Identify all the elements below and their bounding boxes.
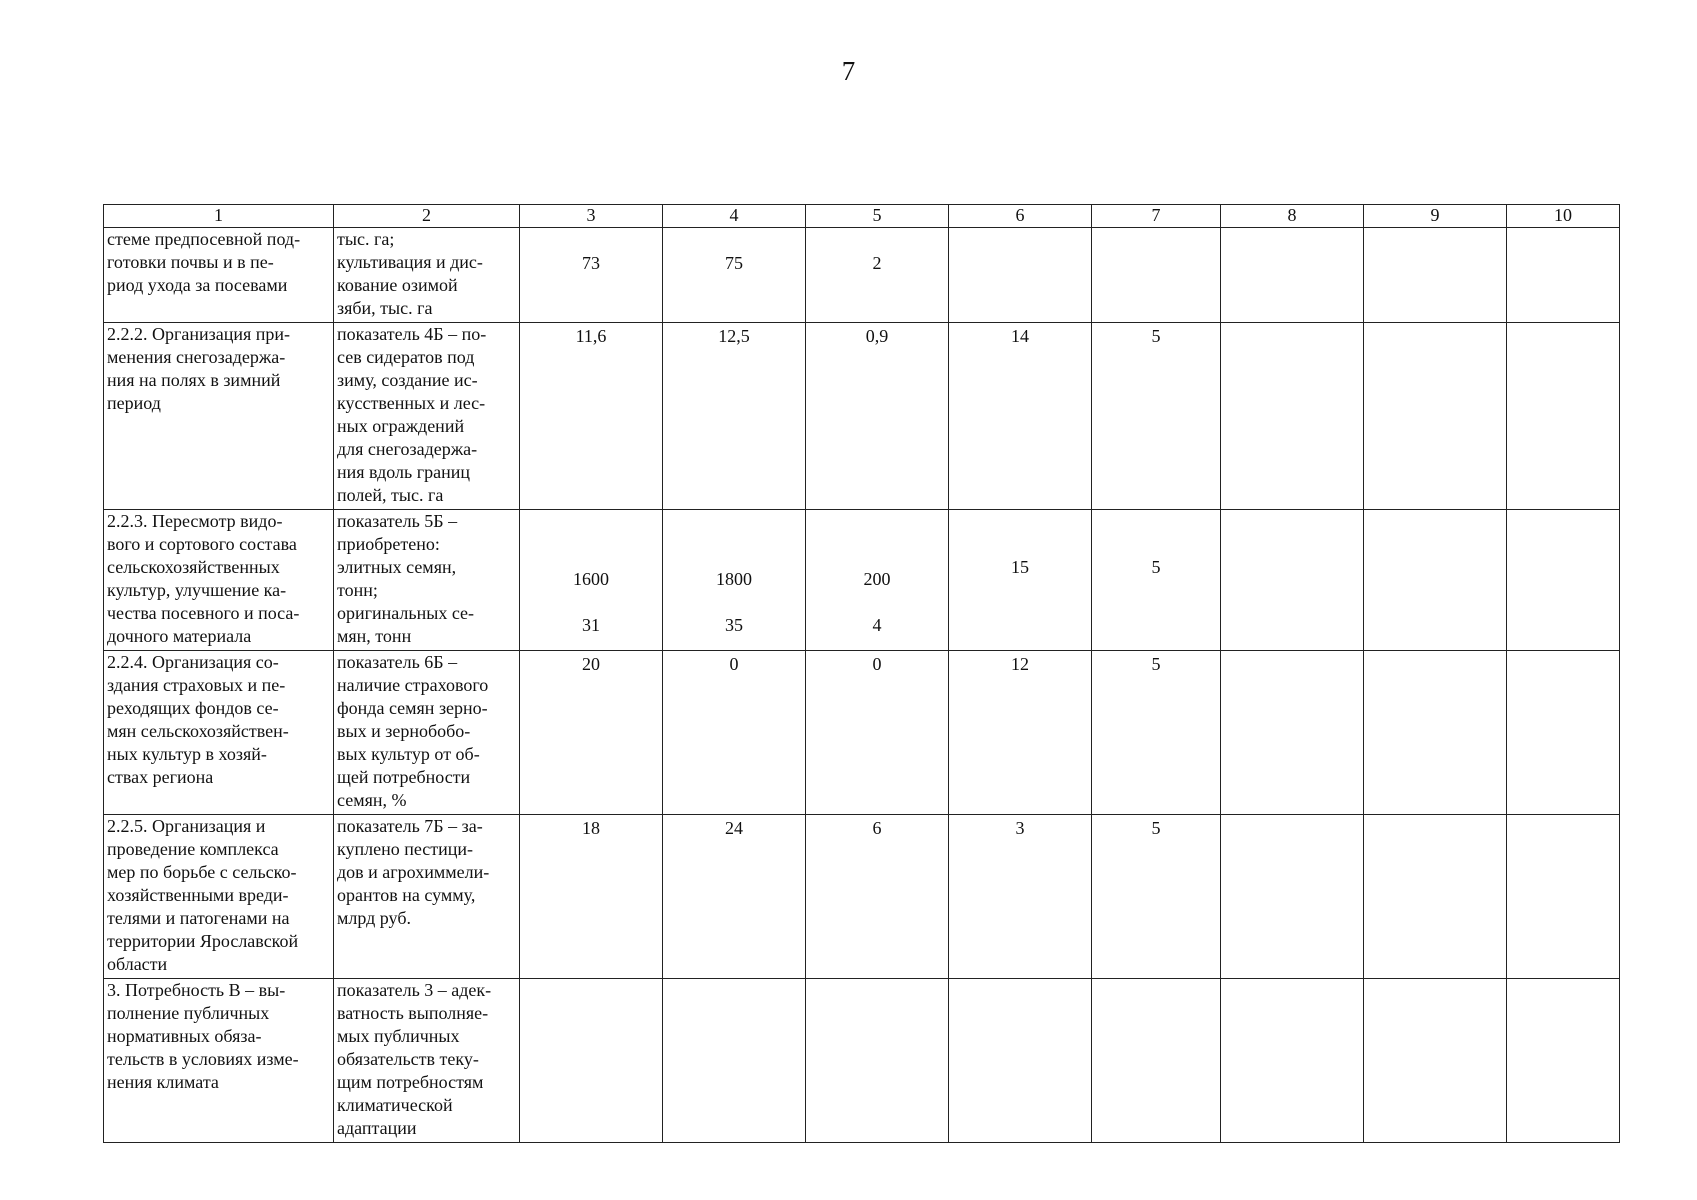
value-text: 2 (872, 253, 882, 273)
value-cell-10 (1507, 510, 1620, 651)
header-row (104, 205, 1620, 228)
value-text (952, 228, 1088, 252)
value-text: 6 (872, 818, 882, 838)
value-cell-4 (663, 979, 806, 1143)
value-text: 3 (1015, 818, 1025, 838)
value-cell-6 (949, 228, 1092, 323)
value-cell-9 (1364, 815, 1507, 979)
measure-cell: 2.2.3. Пересмотр видо- вого и сортового состава сельскохозяйственных культур, улучшение ка- чества посевного и поса- дочного материала (104, 510, 334, 651)
value-cell-7 (1092, 651, 1221, 815)
value-cell-10 (1507, 815, 1620, 979)
value-cell-9 (1364, 323, 1507, 510)
value-cell-3 (520, 323, 663, 510)
value-cell-9 (1364, 979, 1507, 1143)
value-cell-6 (949, 979, 1092, 1143)
value-cell-9 (1364, 651, 1507, 815)
indicator-cell: показатель 6Б – наличие страхового фонда семян зерно- вых и зернобобо- вых культур от об- щей потребности семян, % (334, 651, 520, 815)
value-text: 20 (582, 654, 600, 674)
value-text: 1800 35 (716, 569, 752, 635)
indicator-cell: тыс. га; культивация и дис- кование озимой зяби, тыс. га (334, 228, 520, 323)
value-cell-5 (806, 510, 949, 651)
value-cell-4 (663, 228, 806, 323)
value-cell-3 (520, 510, 663, 651)
value-text: 0 (729, 654, 739, 674)
value-text: 5 (1151, 818, 1161, 838)
value-cell-6 (949, 651, 1092, 815)
value-cell-5 (806, 979, 949, 1143)
indicator-cell: показатель 4Б – по- сев сидератов под зиму, создание ис- кусственных и лес- ных ограждений для снегозадержа- ния вдоль границ полей, тыс. га (334, 323, 520, 510)
value-text: 12 (1011, 654, 1029, 674)
table-row (104, 815, 1620, 979)
value-cell-9 (1364, 228, 1507, 323)
value-cell-8 (1221, 228, 1364, 323)
value-cell-10 (1507, 323, 1620, 510)
value-text: 12,5 (718, 326, 750, 346)
value-cell-4 (663, 510, 806, 651)
value-text: 0 (872, 654, 882, 674)
value-cell-7 (1092, 228, 1221, 323)
value-cell-8 (1221, 651, 1364, 815)
value-cell-3 (520, 228, 663, 323)
column-header-4: 4 (663, 205, 806, 228)
table-header (104, 205, 1620, 228)
value-text: 0,9 (865, 326, 889, 346)
value-text: 15 (1011, 557, 1029, 577)
indicator-cell: показатель 5Б – приобретено: элитных семян, тонн; оригинальных се- мян, тонн (334, 510, 520, 651)
page-number: 7 (841, 56, 856, 86)
value-text: 24 (725, 818, 743, 838)
measure-cell: 2.2.2. Организация при- менения снегозадержа- ния на полях в зимний период (104, 323, 334, 510)
value-cell-5 (806, 228, 949, 323)
column-header-10: 10 (1507, 205, 1620, 228)
value-text: 1600 31 (573, 569, 609, 635)
table-row (104, 228, 1620, 323)
column-header-1: 1 (104, 205, 334, 228)
column-header-6: 6 (949, 205, 1092, 228)
value-cell-6 (949, 510, 1092, 651)
value-cell-5 (806, 323, 949, 510)
table-row (104, 323, 1620, 510)
indicators-table (103, 204, 1620, 1143)
value-text (1095, 228, 1217, 252)
value-cell-10 (1507, 651, 1620, 815)
value-cell-7 (1092, 979, 1221, 1143)
value-text: 200 4 (863, 569, 891, 635)
value-cell-10 (1507, 979, 1620, 1143)
value-text: 5 (1151, 557, 1161, 577)
column-header-7: 7 (1092, 205, 1221, 228)
value-cell-8 (1221, 510, 1364, 651)
table-row (104, 510, 1620, 651)
value-cell-9 (1364, 510, 1507, 651)
value-text: 11,6 (575, 326, 607, 346)
column-header-2: 2 (334, 205, 520, 228)
value-cell-4 (663, 815, 806, 979)
value-cell-3 (520, 651, 663, 815)
value-cell-5 (806, 815, 949, 979)
indicator-cell: показатель 3 – адек- ватность выполняе- мых публичных обязательств теку- щим потребностям климатической адаптации (334, 979, 520, 1143)
value-cell-8 (1221, 979, 1364, 1143)
value-cell-3 (520, 815, 663, 979)
value-cell-4 (663, 651, 806, 815)
column-header-9: 9 (1364, 205, 1507, 228)
value-cell-5 (806, 651, 949, 815)
value-text: 75 (725, 253, 743, 273)
column-header-5: 5 (806, 205, 949, 228)
measure-cell: 3. Потребность В – вы- полнение публичных нормативных обяза- тельств в условиях изме- нения климата (104, 979, 334, 1143)
measure-cell: 2.2.4. Организация со- здания страховых и пе- реходящих фондов се- мян сельскохозяйствен- ных культур в хозяй- ствах региона (104, 651, 334, 815)
value-text: 5 (1151, 654, 1161, 674)
measure-cell: 2.2.5. Организация и проведение комплекса мер по борьбе с сельско- хозяйственными вреди- телями и патогенами на территории Ярославской области (104, 815, 334, 979)
value-text: 14 (1011, 326, 1029, 346)
column-header-8: 8 (1221, 205, 1364, 228)
value-cell-7 (1092, 815, 1221, 979)
column-header-3: 3 (520, 205, 663, 228)
value-text: 5 (1151, 326, 1161, 346)
value-cell-7 (1092, 510, 1221, 651)
value-text: 73 (582, 253, 600, 273)
value-cell-10 (1507, 228, 1620, 323)
value-text: 18 (582, 818, 600, 838)
value-cell-8 (1221, 815, 1364, 979)
value-cell-7 (1092, 323, 1221, 510)
table-body (104, 228, 1620, 1143)
value-cell-6 (949, 323, 1092, 510)
table-row (104, 979, 1620, 1143)
indicator-cell: показатель 7Б – за- куплено пестици- дов и агрохиммели- орантов на сумму, млрд руб. (334, 815, 520, 979)
value-cell-4 (663, 323, 806, 510)
measure-cell: стеме предпосевной под- готовки почвы и в пе- риод ухода за посевами (104, 228, 334, 323)
table-row (104, 651, 1620, 815)
value-cell-3 (520, 979, 663, 1143)
value-cell-6 (949, 815, 1092, 979)
value-cell-8 (1221, 323, 1364, 510)
